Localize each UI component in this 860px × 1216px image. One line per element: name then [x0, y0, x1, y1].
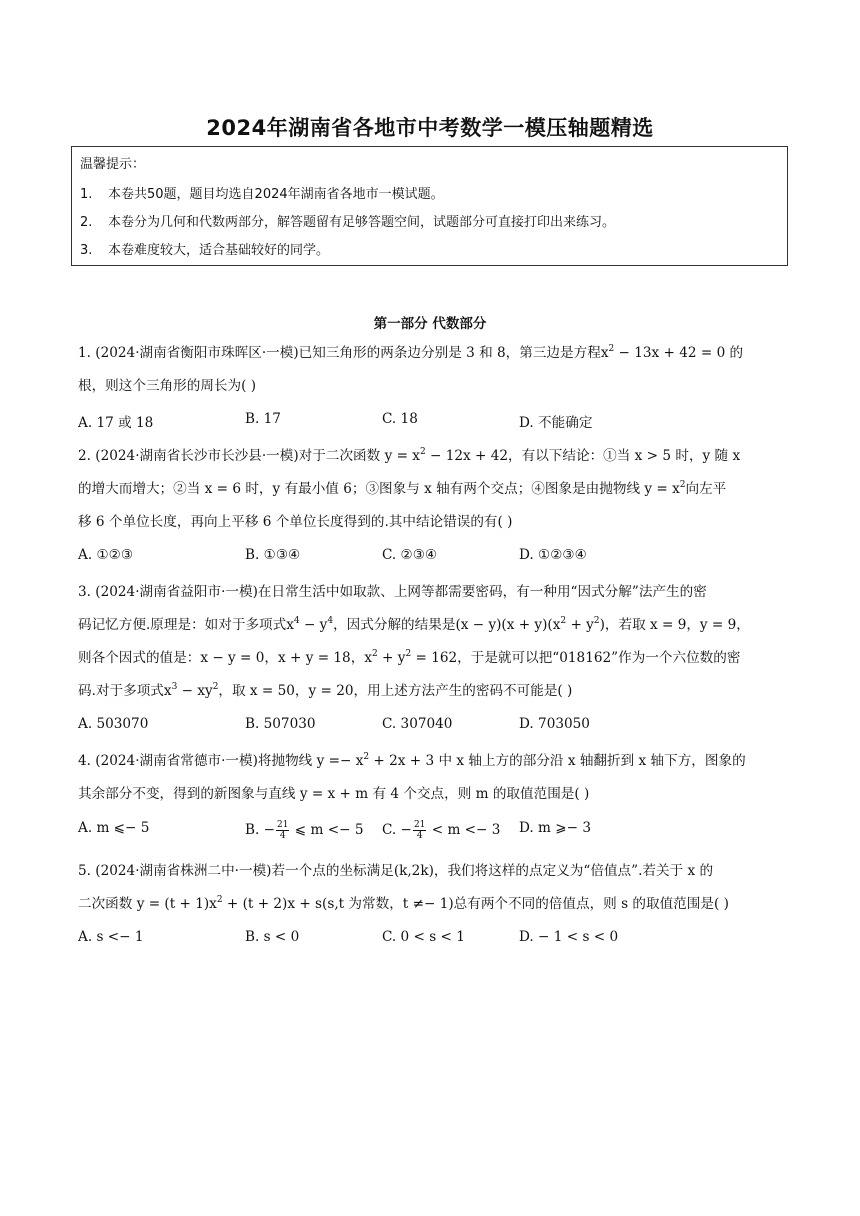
question-line: [78, 675, 788, 708]
option-c: C. 307040: [382, 716, 453, 732]
question-text: 的增大而增大；②当 x = 6 时，y 有最小值 6；③图象与 x 轴有两个交点；④图象是由抛物线: [78, 481, 645, 497]
math-expression: $y =- x^2 + 2x + 3$: [316, 752, 435, 769]
option-c: C. − $\frac{21}{4}$ < m <− 3: [382, 820, 501, 841]
question-text: ，于是就可以把“018162”作为一个六位数的密: [457, 650, 741, 666]
tip-text: 本卷难度较大，适合基础较好的同学。: [108, 243, 330, 258]
fraction: $\frac{21}{4}$: [277, 820, 289, 841]
question-5: [78, 855, 788, 921]
option-d: D. ①②③④: [519, 547, 587, 563]
option-c: C. ②③④: [382, 547, 438, 563]
question-text: 2. (2024·湖南省长沙市长沙县·一模)对于二次函数: [78, 448, 385, 464]
question-text: 向左平: [685, 481, 727, 497]
option-d: D. 不能确定: [519, 415, 593, 431]
section-title: 第一部分 代数部分: [373, 316, 487, 332]
option-b: B. 17: [245, 411, 281, 427]
tip-number: 2.: [80, 215, 93, 230]
option-c: C. 0 < s < 1: [382, 929, 465, 945]
answer-options: [78, 716, 788, 740]
question-line: [78, 473, 788, 506]
tips-box: [71, 146, 788, 266]
math-expression: $y = (t + 1)x^2 + (t + 2)x + s$: [136, 895, 323, 912]
question-line: [78, 440, 788, 473]
math-expression: $x^3 - xy^2$: [163, 682, 219, 699]
option-a: A. 503070: [78, 716, 149, 732]
question-text: 码记忆方便.原理是：如对于多项式: [78, 617, 287, 633]
question-4: [78, 745, 788, 811]
question-line: 根，则这个三角形的周长为( ): [78, 378, 257, 394]
math-expression: $y = x^2$: [644, 480, 686, 497]
math-expression: $(x - y)(x + y)(x^2 + y^2)$: [455, 616, 605, 633]
question-text: ，若取 x = 9，y = 9，: [604, 617, 750, 633]
question-line: 移 6 个单位长度，再向上平移 6 个单位长度得到的.其中结论错误的有( ): [78, 514, 513, 530]
option-d: D. m ⩾− 3: [519, 820, 592, 836]
option-a: A. s <− 1: [78, 929, 144, 945]
tip-text: 本卷分为几何和代数两部分，解答题留有足够答题空间，试题部分可直接打印出来练习。: [108, 215, 616, 230]
option-b: B. ①③④: [245, 547, 301, 563]
math-expression: $x^2 - 13x + 42 = 0$: [600, 344, 726, 361]
question-text: 二次函数: [78, 896, 137, 912]
question-text: (s,t 为常数，t ≠− 1)总有两个不同的倍值点，则 s 的取值范围是( ): [322, 896, 729, 912]
question-1: [78, 337, 788, 403]
question-text: 1. (2024·湖南省衡阳市珠晖区·一模)已知三角形的两条边分别是 3 和 8，第三边是方程: [78, 345, 601, 361]
question-line: [78, 888, 788, 921]
question-line: [78, 337, 788, 370]
question-line: 其余部分不变，得到的新图象与直线 y = x + m 有 4 个交点，则 m 的取值范围是( ): [78, 786, 590, 802]
tip-item: [80, 183, 444, 202]
question-text: ，因式分解的结果是: [333, 617, 456, 633]
tip-text: 本卷共50题，题目均选自2024年湖南省各地市一模试题。: [108, 187, 444, 202]
answer-options: [78, 411, 788, 435]
tips-heading: 温馨提示：: [80, 157, 146, 172]
option-a: A. 17 或 18: [78, 415, 154, 431]
math-expression: $x^2 + y^2 = 162$: [364, 649, 458, 666]
option-a: A. ①②③: [78, 547, 134, 563]
question-line: 3. (2024·湖南省益阳市·一模)在日常生活中如取款、上网等都需要密码，有一种用“因式分解”法产生的密: [78, 584, 707, 600]
option-a: A. m ⩽− 5: [78, 820, 150, 836]
answer-options: [78, 547, 788, 571]
option-b: B. 507030: [245, 716, 316, 732]
answer-options: [78, 929, 788, 953]
tip-item: [80, 211, 615, 230]
document-title: 2024年湖南省各地市中考数学一模压轴题精选: [206, 116, 654, 140]
option-c: C. 18: [382, 411, 418, 427]
question-line: 5. (2024·湖南省株洲二中·一模)若一个点的坐标满足(k,2k)，我们将这样的点定义为“倍值点”.若关于 x 的: [78, 863, 714, 879]
tip-item: [80, 239, 329, 258]
tip-number: 1.: [80, 187, 93, 202]
question-text: ，有以下结论：①当 x > 5 时，y 随 x: [508, 448, 741, 464]
option-d: D. − 1 < s < 0: [519, 929, 619, 945]
question-line: [78, 745, 788, 778]
question-text: 4. (2024·湖南省常德市·一模)将抛物线: [78, 753, 317, 769]
option-d: D. 703050: [519, 716, 590, 732]
question-text: ，取 x = 50，y = 20，用上述方法产生的密码不可能是( ): [218, 683, 573, 699]
math-expression: $x^4 - y^4$: [286, 616, 334, 633]
option-b: B. − $\frac{21}{4}$ ⩽ m <− 5: [245, 820, 364, 841]
option-b: B. s < 0: [245, 929, 300, 945]
question-text: 码.对于多项式: [78, 683, 164, 699]
question-2: [78, 440, 788, 539]
answer-options: [78, 820, 788, 844]
fraction: $\frac{21}{4}$: [413, 820, 426, 841]
question-line: [78, 642, 788, 675]
question-text: 则各个因式的值是：x − y = 0，x + y = 18，: [78, 650, 365, 666]
math-expression: $y = x^2 - 12x + 42$: [384, 447, 509, 464]
question-text: 的: [725, 345, 744, 361]
question-line: [78, 609, 788, 642]
question-text: 中 x 轴上方的部分沿 x 轴翻折到 x 轴下方，图象的: [434, 753, 746, 769]
question-3: [78, 576, 788, 708]
tip-number: 3.: [80, 243, 93, 258]
